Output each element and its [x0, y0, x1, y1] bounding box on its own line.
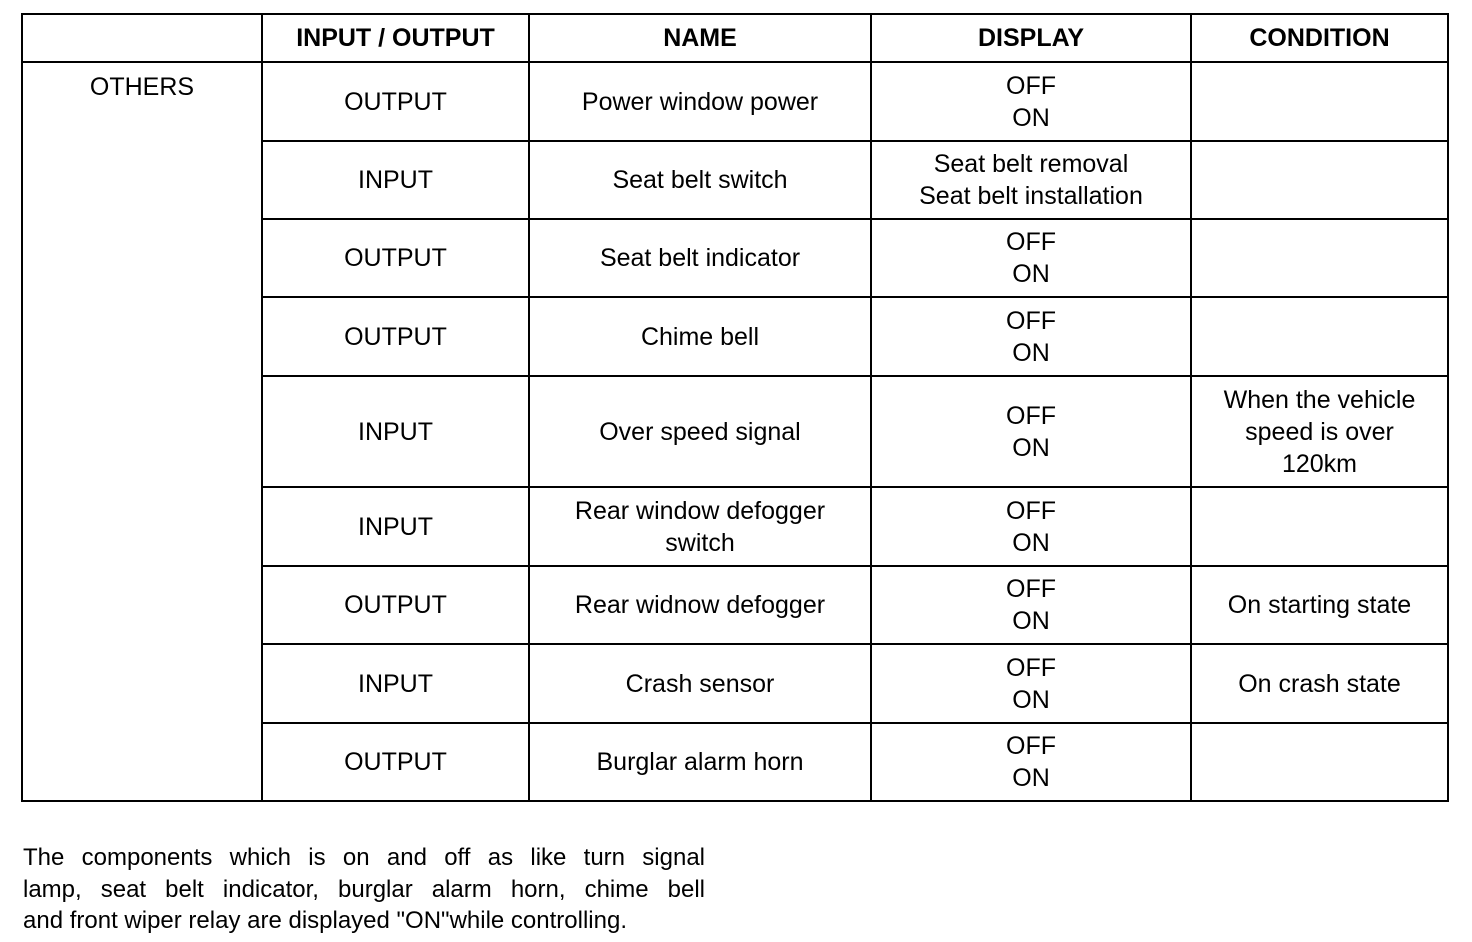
display-line: ON: [1012, 338, 1050, 367]
display-line: OFF: [1006, 228, 1056, 256]
name-cell: [529, 62, 871, 141]
io-cell: INPUT: [262, 141, 529, 219]
display-line: ON: [1012, 528, 1050, 557]
header-display: DISPLAY: [871, 14, 1191, 62]
display-line: ON: [1012, 607, 1050, 635]
name-cell: [529, 566, 871, 644]
io-cell: OUTPUT: [262, 723, 529, 801]
display-line: ON: [1012, 433, 1050, 462]
condition-line: speed is over: [1245, 417, 1394, 446]
display-cell: [871, 487, 1191, 566]
display-line: OFF: [1006, 732, 1056, 760]
table-body: [22, 62, 1448, 801]
display-cell: [871, 62, 1191, 141]
display-cell: [871, 141, 1191, 219]
display-cell: [871, 376, 1191, 487]
condition-cell: [1191, 297, 1448, 376]
io-cell: OUTPUT: [262, 566, 529, 644]
spec-table: [21, 13, 1449, 802]
display-cell: [871, 297, 1191, 376]
name-cell: [529, 723, 871, 801]
condition-cell: [1191, 487, 1448, 566]
name-line: Rear widnow defogger: [574, 591, 826, 619]
name-line: Crash sensor: [625, 669, 775, 698]
header-condition: CONDITION: [1191, 14, 1448, 62]
name-line: Seat belt indicator: [599, 244, 801, 272]
condition-cell: [1191, 141, 1448, 219]
display-line: OFF: [1006, 575, 1056, 603]
name-line: Chime bell: [640, 322, 760, 351]
display-line: OFF: [1006, 401, 1056, 430]
footnote-line: and front wiper relay are displayed "ON"while controlling.: [23, 907, 627, 934]
display-line: Seat belt removal: [933, 150, 1129, 178]
header-row: [22, 14, 1448, 62]
io-cell: INPUT: [262, 376, 529, 487]
name-cell: [529, 376, 871, 487]
display-line: OFF: [1006, 496, 1056, 525]
name-line: Over speed signal: [599, 417, 801, 446]
display-line: OFF: [1006, 306, 1056, 335]
condition-line: 120km: [1281, 449, 1358, 478]
display-cell: [871, 219, 1191, 297]
footnote-line: The components which is on and off as like turn signal: [23, 844, 705, 871]
display-line: ON: [1012, 103, 1050, 132]
display-line: Seat belt installation: [919, 182, 1143, 210]
condition-cell: [1191, 566, 1448, 644]
table-row: [22, 62, 1448, 141]
name-cell: [529, 297, 871, 376]
name-line: Rear window defogger: [574, 496, 826, 525]
footnote: [23, 842, 705, 937]
display-line: ON: [1012, 260, 1050, 288]
name-line: Power window power: [581, 87, 819, 116]
condition-line: On starting state: [1227, 591, 1412, 619]
io-cell: OUTPUT: [262, 297, 529, 376]
footnote-line: lamp, seat belt indicator, burglar alarm horn, chime bell: [23, 875, 705, 903]
name-cell: [529, 219, 871, 297]
name-line: Seat belt switch: [612, 166, 788, 194]
condition-cell: [1191, 723, 1448, 801]
display-cell: [871, 644, 1191, 723]
name-cell: [529, 487, 871, 566]
condition-cell: [1191, 644, 1448, 723]
io-cell: INPUT: [262, 487, 529, 566]
io-cell: OUTPUT: [262, 219, 529, 297]
condition-line: When the vehicle: [1223, 385, 1416, 414]
display-line: ON: [1012, 685, 1050, 714]
display-line: ON: [1012, 764, 1050, 792]
header-blank: [22, 14, 262, 62]
name-cell: [529, 141, 871, 219]
condition-cell: [1191, 219, 1448, 297]
header-name: NAME: [529, 14, 871, 62]
io-cell: INPUT: [262, 644, 529, 723]
condition-cell: [1191, 62, 1448, 141]
name-cell: [529, 644, 871, 723]
display-line: OFF: [1006, 71, 1056, 100]
condition-cell: [1191, 376, 1448, 487]
condition-line: On crash state: [1238, 669, 1401, 698]
display-cell: [871, 566, 1191, 644]
display-line: OFF: [1006, 653, 1056, 682]
name-line: Burglar alarm horn: [596, 748, 804, 776]
group-label: OTHERS: [22, 62, 262, 801]
header-input-output: INPUT / OUTPUT: [262, 14, 529, 62]
io-cell: OUTPUT: [262, 62, 529, 141]
name-line: switch: [665, 528, 735, 557]
display-cell: [871, 723, 1191, 801]
